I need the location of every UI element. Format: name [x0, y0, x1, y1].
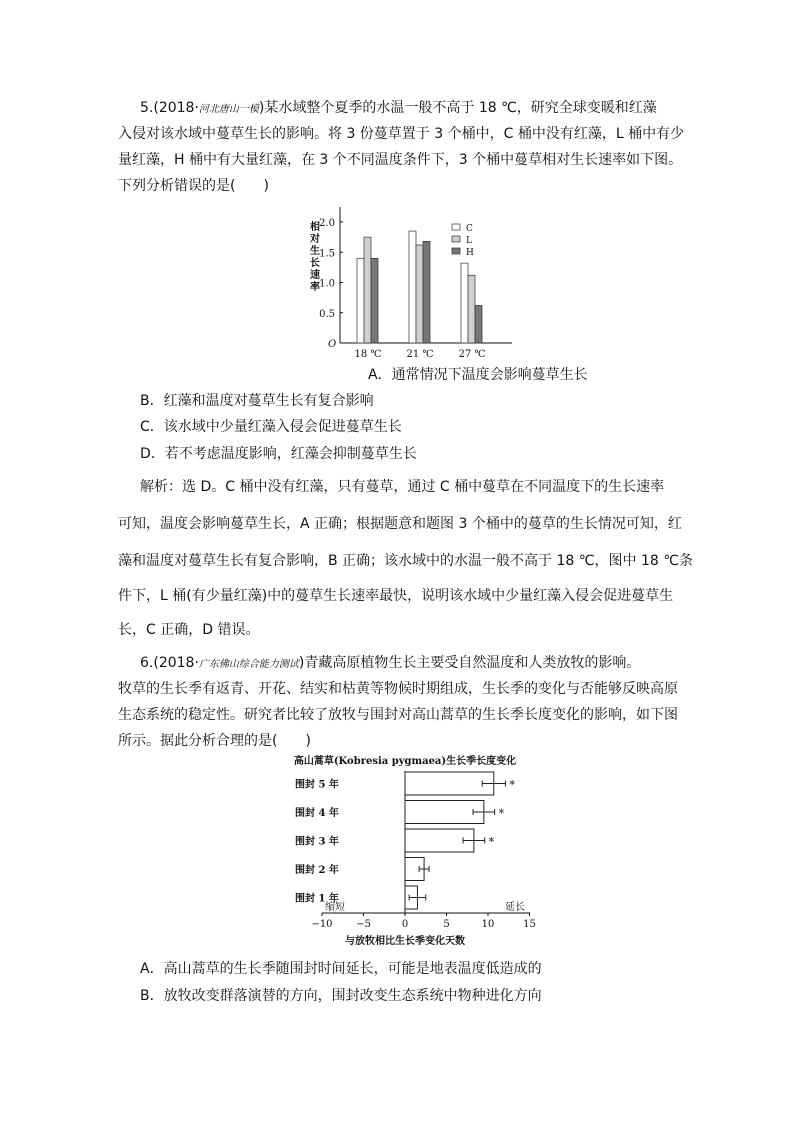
x-tick-label: −10	[311, 919, 333, 930]
x-tick-label: 0	[401, 919, 409, 930]
category-label: 围封 4 年	[295, 808, 339, 819]
q5-line-3: 量红藻，H 桶中有大量红藻，在 3 个不同温度条件下，3 个桶中蔓草相对生长速率如下图。	[118, 152, 683, 168]
y-axis-label-char: 相	[310, 222, 320, 233]
q5-analysis-5: 长，C 正确，D 错误。	[118, 622, 260, 638]
q6-option-a: A．高山蒿草的生长季随围封时间延长，可能是地表温度低造成的	[140, 961, 542, 977]
significance-mark: *	[498, 807, 505, 820]
y-axis-label-char: 对	[310, 234, 320, 245]
y-axis-label-char: 率	[310, 282, 320, 293]
bar-5-years	[405, 772, 494, 795]
q6-line-4: 所示。据此分析合理的是( )	[118, 733, 311, 749]
x-tick-label: 27 ℃	[458, 349, 486, 360]
extend-note: 延长	[505, 902, 525, 913]
q5-line-2: 入侵对该水域中蔓草生长的影响。将 3 份蔓草置于 3 个桶中，C 桶中没有红藻，L 桶中有少	[118, 126, 685, 142]
q6-option-b: B．放牧改变群落演替的方向，围封改变生态系统中物种进化方向	[140, 988, 542, 1004]
q5-option-a: A．通常情况下温度会影响蔓草生长	[368, 367, 588, 383]
x-tick-label: 21 ℃	[406, 349, 434, 360]
x-tick-label: 15	[523, 919, 536, 930]
q5-analysis-3: 藻和温度对蔓草生长有复合影响，B 正确；该水域中的水温一般不高于 18 ℃，图中 18 ℃条	[118, 553, 693, 569]
y-tick-label: 1.5	[319, 248, 335, 260]
significance-mark: *	[488, 835, 495, 849]
category-label: 围封 1 年	[295, 893, 339, 905]
y-tick-label: 1.0	[319, 278, 335, 290]
chart-title: 高山蒿草(Kobresia pygmaea)生长季长度变化	[293, 756, 517, 767]
q6-line-2: 牧草的生长季有返青、开花、结实和枯黄等物候时期组成，生长季的变化与否能够反映高原	[118, 681, 678, 697]
y-tick-label: 0.5	[319, 308, 335, 320]
legend-label: C	[466, 224, 473, 234]
q6-line-1: 6.(2018·广东佛山综合能力测试)青藏高原植物生长主要受自然温度和人类放牧的影响。	[140, 655, 641, 671]
x-tick-label: 5	[443, 919, 450, 930]
q5-option-d: D．若不考虑温度影响，红藻会抑制蔓草生长	[140, 446, 417, 462]
y-axis-label-char: 长	[310, 258, 320, 269]
x-axis-label: 与放牧相比生长季变化天数	[345, 936, 465, 947]
category-label: 围封 5 年	[295, 779, 339, 791]
q6-line-3: 生态系统的稳定性。研究者比较了放牧与围封对高山蒿草的生长季长度变化的影响，如下图	[118, 707, 678, 723]
origin-label: O	[328, 339, 337, 350]
q5-analysis-2: 可知，温度会影响蔓草生长，A 正确；根据题意和题图 3 个桶中的蔓草的生长情况可知，红	[118, 516, 682, 532]
shorten-note: 缩短	[325, 902, 345, 913]
legend-label: L	[466, 236, 472, 246]
x-tick-label: −5	[356, 919, 371, 930]
category-label: 围封 2 年	[295, 865, 339, 876]
significance-mark: *	[509, 778, 515, 792]
y-axis-label-char: 速	[310, 270, 320, 281]
bar-4-years	[405, 801, 484, 824]
q5-analysis-4: 件下，L 桶(有少量红藻)中的蔓草生长速率最快，说明该水域中少量红藻入侵会促进蔓草生	[118, 588, 674, 604]
q5-option-b: B．红藻和温度对蔓草生长有复合影响	[140, 393, 374, 409]
category-label: 围封 3 年	[295, 836, 339, 848]
q5-line-1: 5.(2018·河北唐山一模)某水域整个夏季的水温一般不高于 18 ℃，研究全球变暖和红藻	[140, 100, 657, 116]
y-axis-label-char: 生	[310, 246, 320, 257]
x-tick-label: 10	[481, 919, 495, 930]
legend-label: H	[466, 248, 474, 258]
q5-line-4: 下列分析错误的是( )	[118, 178, 269, 194]
q5-analysis-1: 解析：选 D。C 桶中没有红藻，只有蔓草，通过 C 桶中蔓草在不同温度下的生长速率	[140, 479, 665, 495]
y-tick-label: 2.0	[319, 218, 335, 229]
q5-option-c: C．该水域中少量红藻入侵会促进蔓草生长	[140, 419, 402, 435]
x-tick-label: 18 ℃	[354, 349, 382, 360]
